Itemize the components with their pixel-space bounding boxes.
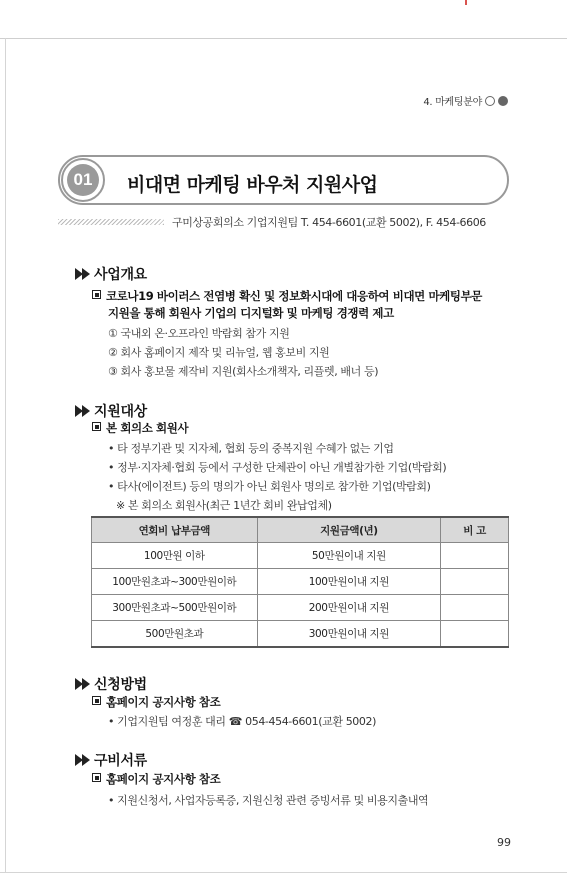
table-row bbox=[92, 621, 509, 648]
table-cell: 200만원이내 지원 bbox=[257, 595, 441, 621]
table-cell: 100만원 이하 bbox=[92, 543, 258, 569]
circle-outline-icon bbox=[485, 96, 495, 106]
target-bullet-1: • 타 정부기관 및 지자체, 협회 등의 중복지원 수혜가 없는 기업 bbox=[108, 442, 394, 455]
target-bullet-3: • 타사(에이전트) 등의 명의가 아닌 회원사 명의로 참가한 기업(박람회) bbox=[108, 480, 431, 493]
heading-apply-text: 신청방법 bbox=[94, 677, 147, 693]
contact-info: 구미상공회의소 기업지원팀 T. 454-6601(교환 5002), F. 454-6606 bbox=[172, 216, 486, 229]
overview-item-2: ② 회사 홈페이지 제작 및 리뉴얼, 웹 홍보비 지원 bbox=[108, 346, 330, 359]
page-bottom-border bbox=[0, 872, 567, 873]
target-sub: 본 회의소 회원사 bbox=[92, 419, 188, 437]
square-bullet-icon bbox=[92, 696, 101, 705]
table-row bbox=[92, 595, 509, 621]
page-number: 99 bbox=[497, 836, 511, 849]
overview-sub-line1: 코로나19 바이러스 전염병 확신 및 정보화시대에 대응하여 비대면 마케팅부문 bbox=[92, 287, 482, 305]
table-cell bbox=[441, 595, 509, 621]
double-arrow-icon bbox=[75, 268, 90, 280]
table-header: 지원금액(년) bbox=[257, 517, 441, 543]
heading-overview bbox=[75, 264, 147, 284]
heading-docs bbox=[75, 750, 147, 770]
table-cell: 100만원초과~300만원이하 bbox=[92, 569, 258, 595]
double-arrow-icon bbox=[75, 405, 90, 417]
circle-filled-icon bbox=[498, 96, 508, 106]
table-row bbox=[92, 569, 509, 595]
double-arrow-icon bbox=[75, 678, 90, 690]
apply-bullet: • 기업지원팀 여정훈 대리 ☎ 054-454-6601(교환 5002) bbox=[108, 715, 376, 728]
square-bullet-icon bbox=[92, 422, 101, 431]
table-cell: 100만원이내 지원 bbox=[257, 569, 441, 595]
double-arrow-icon bbox=[75, 754, 90, 766]
table-cell bbox=[441, 543, 509, 569]
heading-target-text: 지원대상 bbox=[94, 404, 147, 420]
heading-docs-text: 구비서류 bbox=[94, 753, 147, 769]
heading-target bbox=[75, 401, 147, 421]
overview-item-3: ③ 회사 홍보물 제작비 지원(회사소개책자, 리플렛, 배너 등) bbox=[108, 365, 379, 378]
table-cell: 300만원이내 지원 bbox=[257, 621, 441, 648]
docs-bullet: • 지원신청서, 사업자등록증, 지원신청 관련 증빙서류 및 비용지출내역 bbox=[108, 794, 429, 807]
section-label: 4. 마케팅분야 bbox=[423, 97, 482, 108]
table-cell bbox=[441, 569, 509, 595]
table-header: 연회비 납부금액 bbox=[92, 517, 258, 543]
target-bullet-2: • 정부·지자체·협회 등에서 구성한 단체관이 아닌 개별참가한 기업(박람회) bbox=[108, 461, 447, 474]
edge-mark bbox=[465, 0, 467, 5]
table-cell bbox=[441, 621, 509, 648]
square-bullet-icon bbox=[92, 290, 101, 299]
page-title: 비대면 마케팅 바우처 지원사업 bbox=[127, 174, 378, 196]
table-cell: 50만원이내 지원 bbox=[257, 543, 441, 569]
table-cell: 500만원초과 bbox=[92, 621, 258, 648]
heading-overview-text: 사업개요 bbox=[94, 267, 147, 283]
table-header: 비 고 bbox=[441, 517, 509, 543]
table-header-row bbox=[92, 517, 509, 543]
square-bullet-icon bbox=[92, 773, 101, 782]
section-tag bbox=[423, 93, 508, 108]
overview-item-1: ① 국내외 온·오프라인 박람회 참가 지원 bbox=[108, 327, 290, 340]
table-cell: 300만원초과~500만원이하 bbox=[92, 595, 258, 621]
title-number: 01 bbox=[67, 164, 99, 196]
heading-apply bbox=[75, 674, 147, 694]
overview-sub-line2: 지원을 통해 회원사 기업의 디지털화 및 마케팅 경쟁력 제고 bbox=[108, 306, 394, 320]
page-left-border bbox=[5, 38, 6, 873]
docs-sub: 홈페이지 공지사항 참조 bbox=[92, 770, 220, 788]
apply-sub: 홈페이지 공지사항 참조 bbox=[92, 693, 220, 711]
table-row bbox=[92, 543, 509, 569]
dotted-rule bbox=[58, 219, 164, 225]
fee-table bbox=[91, 516, 509, 648]
title-number-badge bbox=[61, 158, 105, 202]
target-note: ※ 본 회의소 회원사(최근 1년간 회비 완납업체) bbox=[116, 499, 332, 512]
